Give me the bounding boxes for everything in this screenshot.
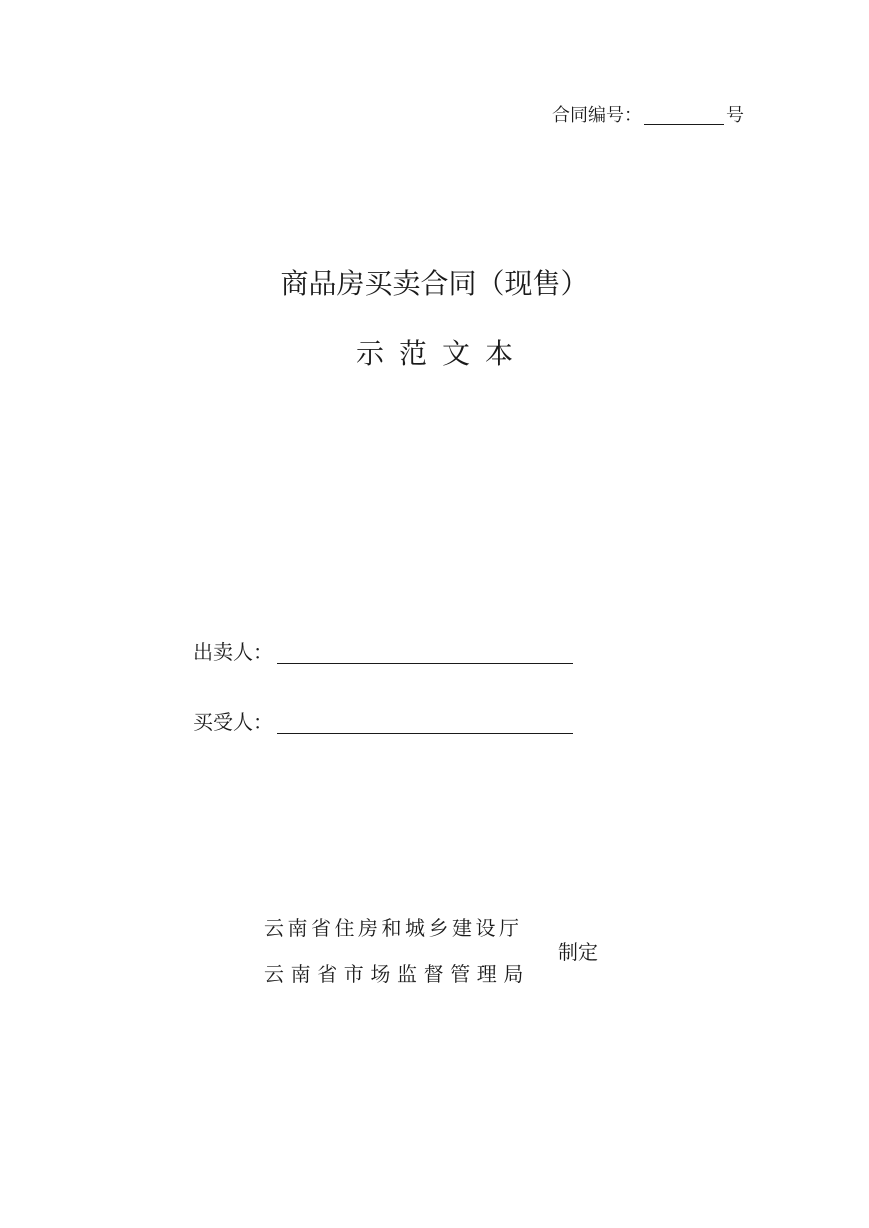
contract-number-line [552,104,744,128]
contract-number-field[interactable] [644,104,724,125]
buyer-label: 买受人： [193,710,273,734]
seller-field[interactable] [277,641,573,664]
document-title: 商品房买卖合同（现售） [280,267,589,300]
seller-label: 出卖人： [193,640,273,664]
contract-number-suffix: 号 [726,105,744,126]
contract-number-label: 合同编号： [552,105,642,126]
buyer-line [193,708,573,736]
issuer-housing-department: 云南省住房和城乡建设厅 [264,916,523,940]
buyer-field[interactable] [277,711,573,734]
made-by-label: 制定 [558,940,598,964]
seller-line [193,638,573,666]
document-subtitle: 示范文本 [355,337,528,370]
issuer-market-regulation-bureau: 云南省市场监督管理局 [264,962,530,986]
